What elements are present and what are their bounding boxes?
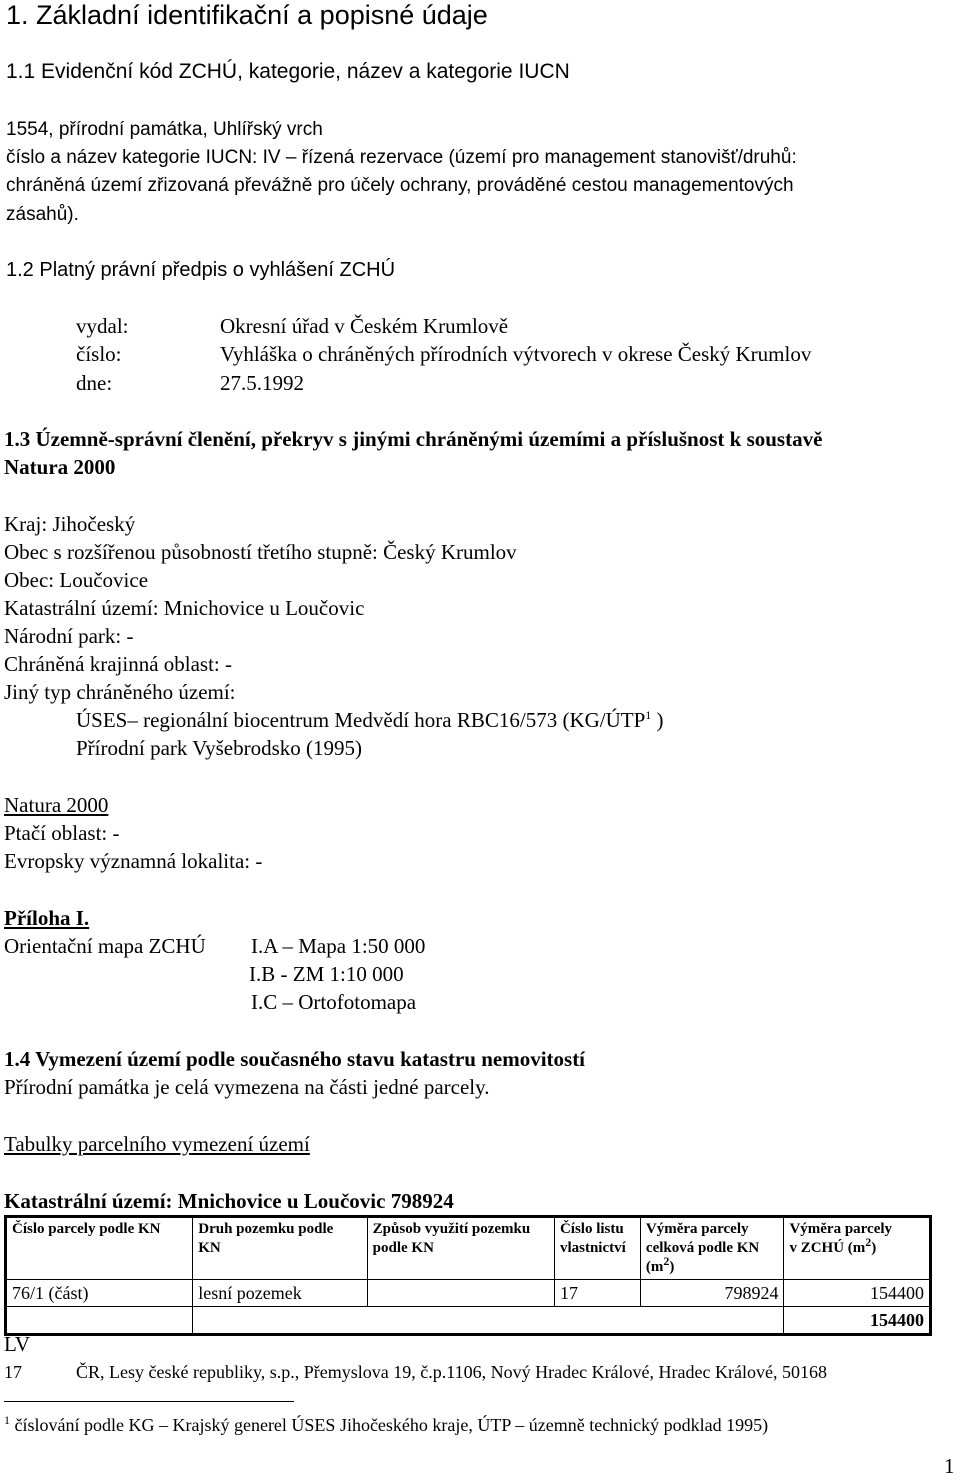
uses-line (76, 706, 664, 734)
other-protected-line: Jiný typ chráněného území: (4, 680, 236, 704)
lv-owner: ČR, Lesy české republiky, s.p., Přemyslova 19, č.p.1106, Nový Hradec Králové, Hradec Králové, 50168 (76, 1362, 827, 1382)
municipality-line: Obec: Loučovice (4, 568, 149, 592)
number-value: Vyhláška o chráněných přírodních výtvorech v okrese Český Krumlov (220, 342, 812, 366)
section-1-3-heading: 1.3 Územně-správní členění, překryv s jinými chráněnými územími a příslušnost k soustavě (4, 427, 823, 451)
cell-total-area: 798924 (640, 1280, 784, 1307)
national-park-line: Národní park: - (4, 624, 134, 648)
section-1-3-heading-cont: Natura 2000 (4, 455, 116, 479)
uses-text: ÚSES– regionální biocentrum Medvědí hora RBC16/573 (KG/ÚTP (76, 708, 646, 732)
table-row (6, 1280, 931, 1307)
uses-close: ) (656, 708, 664, 732)
footnote-mark: 1 (4, 1413, 10, 1427)
appendix-item-c: I.C – Ortofotomapa (251, 990, 417, 1014)
header-parcel-number: Číslo parcely podle KN (6, 1217, 193, 1280)
section-1-4-heading: 1.4 Vymezení území podle současného stavu katastru nemovitostí (4, 1047, 586, 1071)
header-land-type: Druh pozemku podle KN (193, 1217, 367, 1280)
total-area-cell: 154400 (784, 1307, 931, 1335)
date-label: dne: (76, 371, 113, 395)
total-spacer-cell (193, 1307, 784, 1335)
footnote-text: číslování podle KG – Krajský generel ÚSES Jihočeského kraje, ÚTP – územně technický podklad 1995) (10, 1415, 769, 1435)
tables-label: Tabulky parcelního vymezení území (4, 1132, 310, 1156)
bird-area-line: Ptačí oblast: - (4, 821, 120, 845)
iucn-line: číslo a název kategorie IUCN: IV – řízená rezervace (území pro management stanovišť/druhů: (6, 147, 797, 168)
lv-number: 17 (4, 1362, 22, 1382)
page-number: 1 (944, 1454, 955, 1478)
cell-ownership-sheet: 17 (554, 1280, 640, 1307)
cadastral-line: Katastrální území: Mnichovice u Loučovic (4, 596, 365, 620)
footnote (4, 1411, 768, 1439)
evl-line: Evropsky významná lokalita: - (4, 849, 263, 873)
cadastral-table-heading: Katastrální území: Mnichovice u Loučovic 798924 (4, 1189, 454, 1213)
section-1-1-heading: 1.1 Evidenční kód ZCHÚ, kategorie, název a kategorie IUCN (6, 60, 570, 83)
appendix-item-b: I.B - ZM 1:10 000 (249, 962, 404, 986)
header-land-use: Způsob využití pozemku podle KN (367, 1217, 554, 1280)
date-value: 27.5.1992 (220, 371, 304, 395)
natura-heading: Natura 2000 (4, 793, 109, 817)
table-total-row (6, 1307, 931, 1335)
iucn-line-3: zásahů). (6, 204, 79, 225)
header-area-in-zchu: Výměra parcely v ZCHÚ $(m^2)$ (784, 1217, 931, 1280)
lv-heading: LV (4, 1332, 31, 1356)
number-label: číslo: (76, 342, 122, 366)
cell-land-type: lesní pozemek (193, 1280, 367, 1307)
parcel-table (4, 1215, 932, 1336)
header-ownership-sheet: Číslo listu vlastnictví (554, 1217, 640, 1280)
iucn-line-2: chráněná území zřizovaná převážně pro účely ochrany, prováděné cestou managementových (6, 175, 794, 196)
section-1-2-heading: 1.2 Platný právní předpis o vyhlášení ZCHÚ (6, 259, 396, 281)
main-heading: 1. Základní identifikační a popisné údaje (6, 0, 488, 30)
nature-park-line: Přírodní park Vyšebrodsko (1995) (76, 736, 363, 760)
appendix-item-a: I.A – Mapa 1:50 000 (251, 934, 426, 958)
section-1-4-text: Přírodní památka je celá vymezena na části jedné parcely. (4, 1075, 490, 1099)
cell-land-use (367, 1280, 554, 1307)
zchu-code-line: 1554, přírodní památka, Uhlířský vrch (6, 119, 323, 140)
landscape-area-line: Chráněná krajinná oblast: - (4, 652, 233, 676)
appendix-label: Orientační mapa ZCHÚ (4, 934, 206, 958)
orp-line: Obec s rozšířenou působností třetího stupně: Český Krumlov (4, 540, 517, 564)
region-line: Kraj: Jihočeský (4, 512, 136, 536)
issuer-value: Okresní úřad v Českém Krumlově (220, 314, 509, 338)
cell-parcel: 76/1 (část) (6, 1280, 193, 1307)
footnote-separator (4, 1401, 294, 1402)
header-total-area: Výměra parcely celková podle KN $(m^2)$ (640, 1217, 784, 1280)
cell-area-in-zchu: 154400 (784, 1280, 931, 1307)
table-header-row (6, 1217, 931, 1280)
appendix-heading: Příloha I. (4, 906, 90, 930)
total-empty-cell (6, 1307, 193, 1335)
footnote-ref: 1 (645, 708, 652, 722)
issuer-label: vydal: (76, 314, 129, 338)
